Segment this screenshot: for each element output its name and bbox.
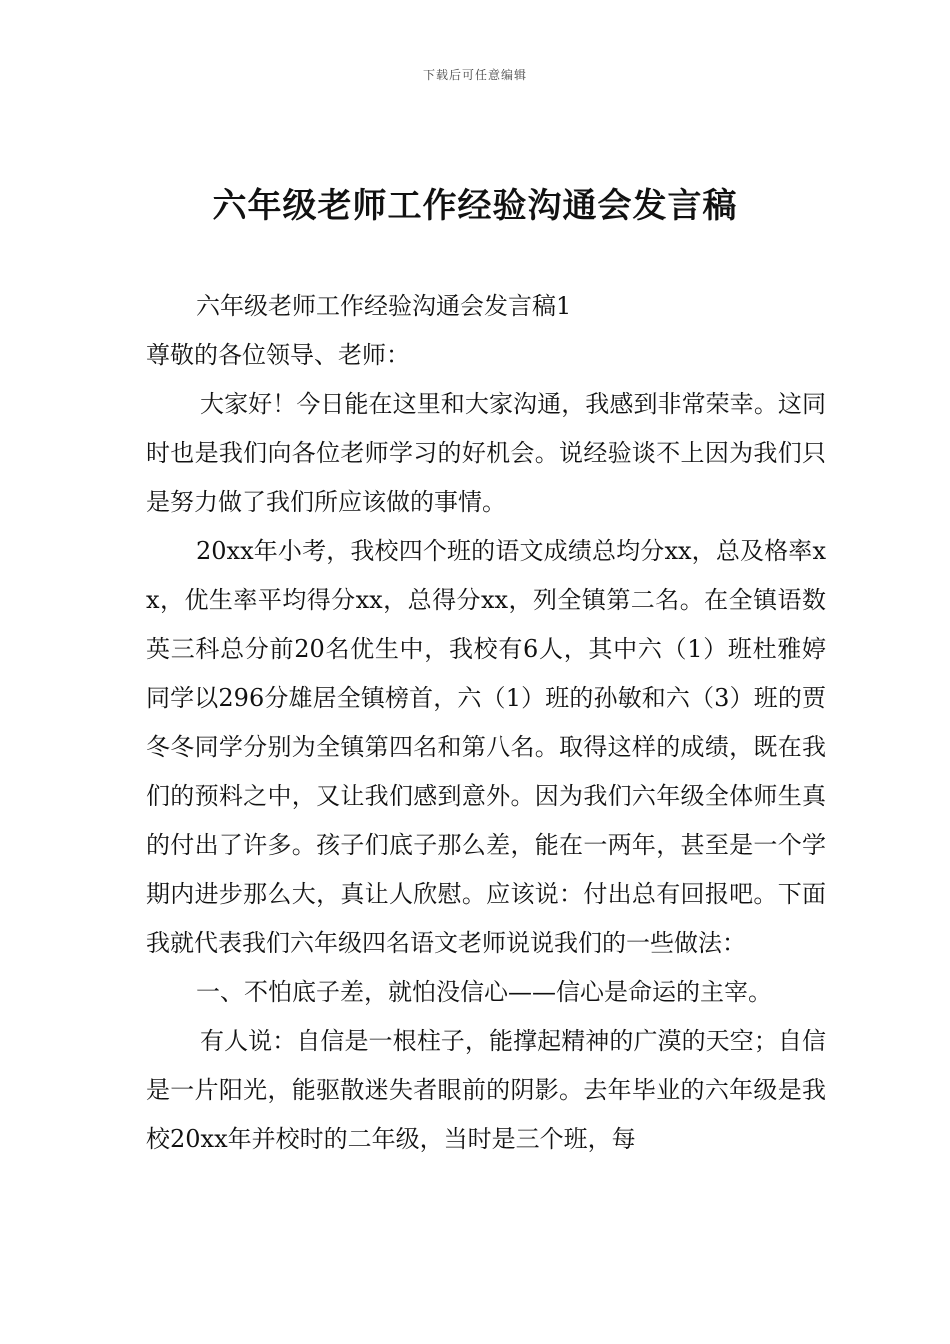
salutation: 尊敬的各位领导、老师： [146,341,410,369]
paragraph-results: 20xx年小考，我校四个班的语文成绩总均分xx，总及格率xx，优生率平均得分xx，总得分xx，列全镇第二名。在全镇语数英三科总分前20名优生中，我校有6人，其中六（1）班杜雅婷同学以296分雄居全镇榜首，六（1）班的孙敏和六（3）班的贾冬冬同学分别为全镇第四名和第八名。取得这样的成绩，既在我们的预料之中，又让我们感到意外。因为我们六年级全体师生真的付出了许多。孩子们底子那么差，能在一两年，甚至是一个学期内进步那么大，真让人欣慰。应该说：付出总有回报吧。下面我就代表我们六年级四名语文老师说说我们的一些做法： [146,537,826,957]
paragraph-greeting: 大家好！今日能在这里和大家沟通，我感到非常荣幸。这同时也是我们向各位老师学习的好机会。说经验谈不上因为我们只是努力做了我们所应该做的事情。 [146,390,826,516]
page-header-note: 下载后可任意编辑 [422,68,527,82]
document-title: 六年级老师工作经验沟通会发言稿 [212,186,738,226]
document-body [146,282,826,1164]
section-heading: 六年级老师工作经验沟通会发言稿1 [196,292,572,320]
paragraph-confidence: 有人说：自信是一根柱子，能撑起精神的广漠的天空；自信是一片阳光，能驱散迷失者眼前的阴影。去年毕业的六年级是我校20xx年并校时的二年级，当时是三个班，每 [146,1027,826,1153]
subheading-confidence: 一、不怕底子差，就怕没信心——信心是命运的主宰。 [196,978,772,1006]
